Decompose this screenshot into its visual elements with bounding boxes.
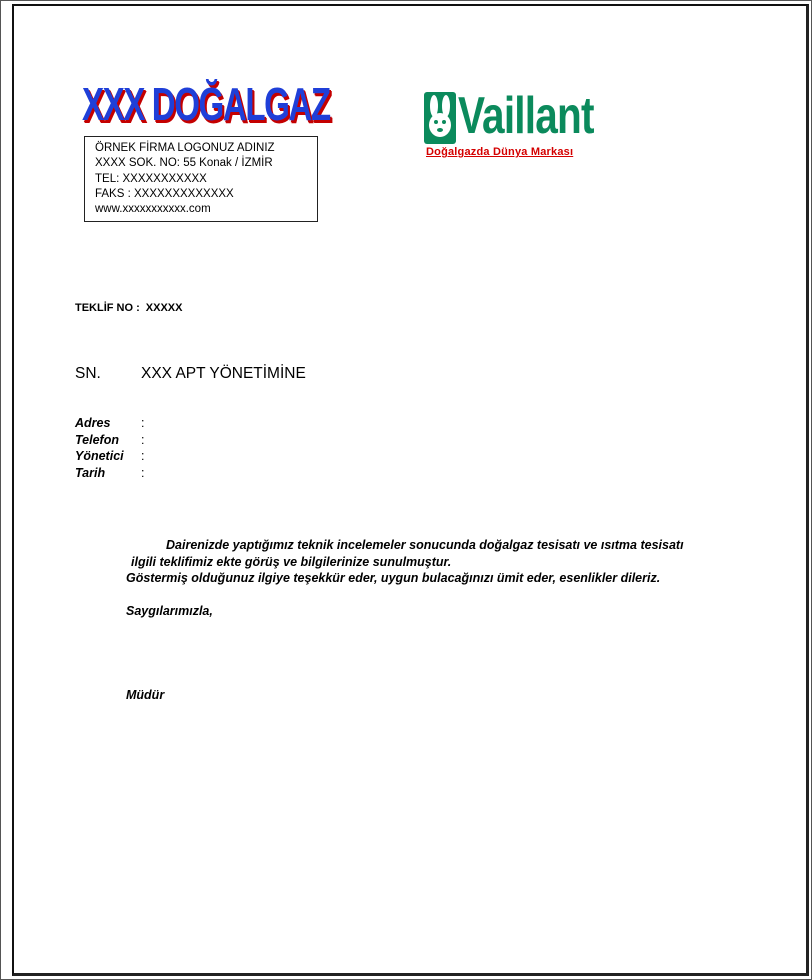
info-separator: : [141, 449, 145, 464]
letter-body [126, 537, 684, 587]
info-label: Yönetici [75, 449, 124, 464]
company-address: XXXX SOK. NO: 55 Konak / İZMİR [95, 157, 273, 170]
info-separator: : [141, 416, 145, 430]
letter-closing: Saygılarımızla, [126, 604, 213, 618]
document-page [12, 4, 809, 976]
recipient [75, 365, 306, 383]
offer-value: XXXXX [145, 302, 183, 314]
company-fax: FAKS : XXXXXXXXXXXXX [95, 187, 234, 200]
letter-signature: Müdür [126, 688, 165, 702]
hare-logo-icon [424, 92, 456, 144]
offer-label: TEKLİF NO : [75, 302, 140, 314]
info-label: Telefon [75, 432, 119, 447]
letter-line: Dairenizde yaptığımız teknik incelemeler sonucunda doğalgaz tesisatı ve ısıtma tesisatı [166, 538, 684, 552]
brand-logo [424, 87, 604, 160]
recipient-info [75, 415, 145, 482]
recipient-name: XXX APT YÖNETİMİNE [141, 365, 306, 382]
info-row-phone [75, 432, 145, 449]
info-separator: : [141, 432, 145, 447]
offer-number [75, 302, 182, 314]
company-logo-text: XXX DOĞALGAZ [82, 78, 330, 130]
brand-name: Vaillant [458, 87, 594, 145]
company-info-box [84, 136, 318, 222]
info-row-address [75, 415, 145, 432]
brand-slogan: Doğalgazda Dünya Markası [426, 146, 574, 158]
info-row-date [75, 465, 145, 482]
letter-line: Göstermiş olduğunuz ilgiye teşekkür eder, uygun bulacağınızı ümit eder, esenlikler dileriz. [126, 571, 661, 586]
info-label: Tarih [75, 466, 106, 481]
info-label: Adres [75, 416, 111, 430]
company-name: ÖRNEK FİRMA LOGONUZ ADINIZ [95, 142, 275, 154]
info-separator: : [141, 466, 145, 481]
company-website: www.xxxxxxxxxxx.com [95, 203, 211, 216]
company-phone: TEL: XXXXXXXXXXX [95, 172, 207, 185]
info-row-manager [75, 448, 145, 465]
recipient-prefix: SN. [75, 365, 101, 382]
letter-line: ilgili teklifimiz ekte görüş ve bilgilerinize sunulmuştur. [131, 554, 452, 569]
